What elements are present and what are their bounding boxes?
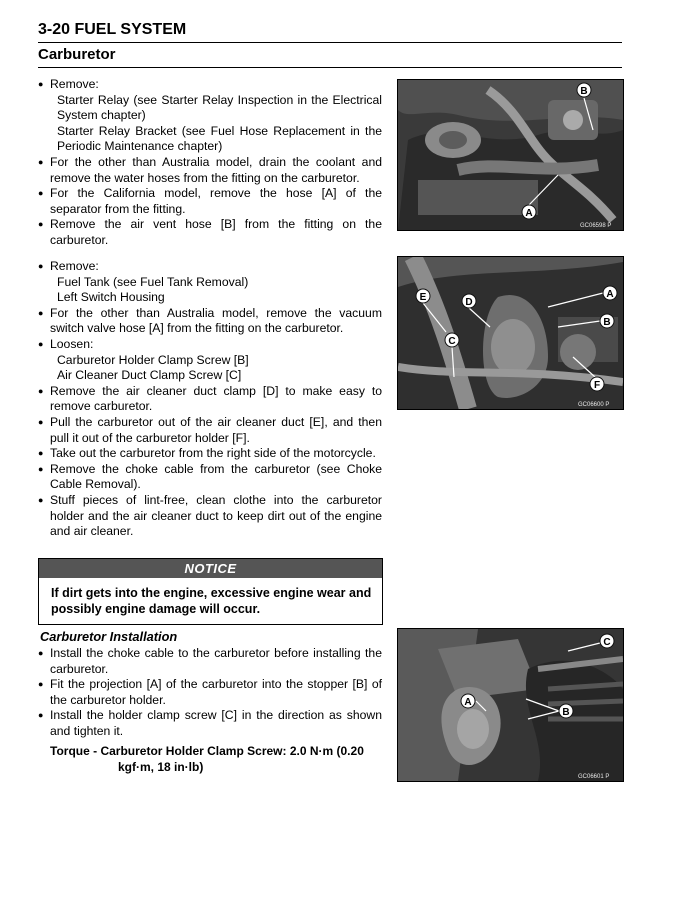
torque-line-2: kgf·m, 18 in·lb) bbox=[118, 760, 204, 774]
header-rule bbox=[38, 42, 622, 43]
svg-text:A: A bbox=[464, 697, 472, 708]
bullet-item: ● Install the choke cable to the carburetor before installing the carburetor. bbox=[38, 646, 382, 677]
subsection-rule bbox=[38, 67, 622, 68]
installation-heading: Carburetor Installation bbox=[40, 629, 178, 644]
svg-text:C: C bbox=[448, 336, 456, 347]
torque-line-1: Carburetor Holder Clamp Screw: 2.0 N·m (0.20 bbox=[100, 744, 364, 758]
notice-heading: NOTICE bbox=[39, 559, 382, 578]
figure-code: GC06598 P bbox=[580, 223, 612, 229]
notice-box bbox=[38, 558, 383, 625]
loosen-item: Air Cleaner Duct Clamp Screw [C] bbox=[57, 368, 242, 383]
removal-block-2 bbox=[38, 259, 382, 540]
bullet-item: ● Remove the air vent hose [B] from the fitting on the carburetor. bbox=[38, 217, 382, 248]
svg-text:C: C bbox=[603, 637, 611, 648]
torque-label: Torque - bbox=[50, 744, 98, 758]
bullet-item: ● Remove the air cleaner duct clamp [D] to make easy to remove carburetor. bbox=[38, 384, 382, 415]
bullet-item: ● For the California model, remove the hose [A] of the separator from the fitting. bbox=[38, 186, 382, 217]
figure-1-photo bbox=[397, 79, 624, 231]
figure-code: GC06600 P bbox=[578, 402, 610, 408]
svg-text:A: A bbox=[606, 289, 614, 300]
figure-code: GC06601 P bbox=[578, 774, 610, 780]
svg-text:B: B bbox=[580, 86, 588, 97]
remove-item: Fuel Tank (see Fuel Tank Removal) bbox=[57, 274, 249, 289]
bullet-item: ● Fit the projection [A] of the carburetor into the stopper [B] of the carburetor holder. bbox=[38, 677, 382, 708]
bullet-item: ● Install the holder clamp screw [C] in the direction as shown and tighten it. bbox=[38, 708, 382, 739]
figure-2-photo bbox=[397, 256, 624, 410]
notice-body: If dirt gets into the engine, excessive engine wear and possibly engine damage will occur. bbox=[51, 586, 372, 616]
bullet-remove: ● Remove: bbox=[38, 77, 382, 93]
svg-text:D: D bbox=[465, 297, 473, 308]
torque-spec bbox=[50, 743, 382, 775]
bullet-item: ● Take out the carburetor from the right side of the motorcycle. bbox=[38, 446, 382, 462]
remove-item: Starter Relay (see Starter Relay Inspection in the Electrical System chapter) bbox=[57, 92, 382, 123]
svg-text:B: B bbox=[603, 317, 611, 328]
engine-photo-1 bbox=[398, 80, 623, 230]
loosen-item: Carburetor Holder Clamp Screw [B] bbox=[57, 352, 249, 367]
bullet-item: ● For the other than Australia model, drain the coolant and remove the water hoses from the fitting on the carburetor. bbox=[38, 155, 382, 186]
bullet-remove: ● Remove: bbox=[38, 259, 382, 275]
bullet-loosen: ● Loosen: bbox=[38, 337, 382, 353]
svg-text:E: E bbox=[419, 292, 427, 303]
svg-text:A: A bbox=[525, 208, 533, 219]
removal-block-1 bbox=[38, 77, 382, 249]
remove-item: Starter Relay Bracket (see Fuel Hose Replacement in the Periodic Maintenance chapter) bbox=[57, 123, 382, 154]
engine-photo-3 bbox=[398, 629, 623, 781]
svg-text:F: F bbox=[593, 380, 601, 391]
engine-photo-2 bbox=[398, 257, 623, 409]
section-title: 3-20 FUEL SYSTEM bbox=[38, 21, 187, 38]
remove-item: Left Switch Housing bbox=[57, 290, 165, 305]
page-header bbox=[38, 20, 622, 68]
installation-block bbox=[38, 646, 382, 740]
bullet-item: ● Pull the carburetor out of the air cleaner duct [E], and then pull it out of the carburetor holder [F]. bbox=[38, 415, 382, 446]
svg-text:B: B bbox=[562, 707, 570, 718]
bullet-item: ● Remove the choke cable from the carburetor (see Choke Cable Removal). bbox=[38, 462, 382, 493]
bullet-item: ● Stuff pieces of lint-free, clean clothe into the carburetor holder and the air cleaner duct to keep dirt out of the engine and air cleaner. bbox=[38, 493, 382, 540]
bullet-item: ● For the other than Australia model, remove the vacuum switch valve hose [A] from the fitting on the carburetor. bbox=[38, 306, 382, 337]
subsection-title: Carburetor bbox=[38, 46, 116, 63]
figure-3-photo bbox=[397, 628, 624, 782]
